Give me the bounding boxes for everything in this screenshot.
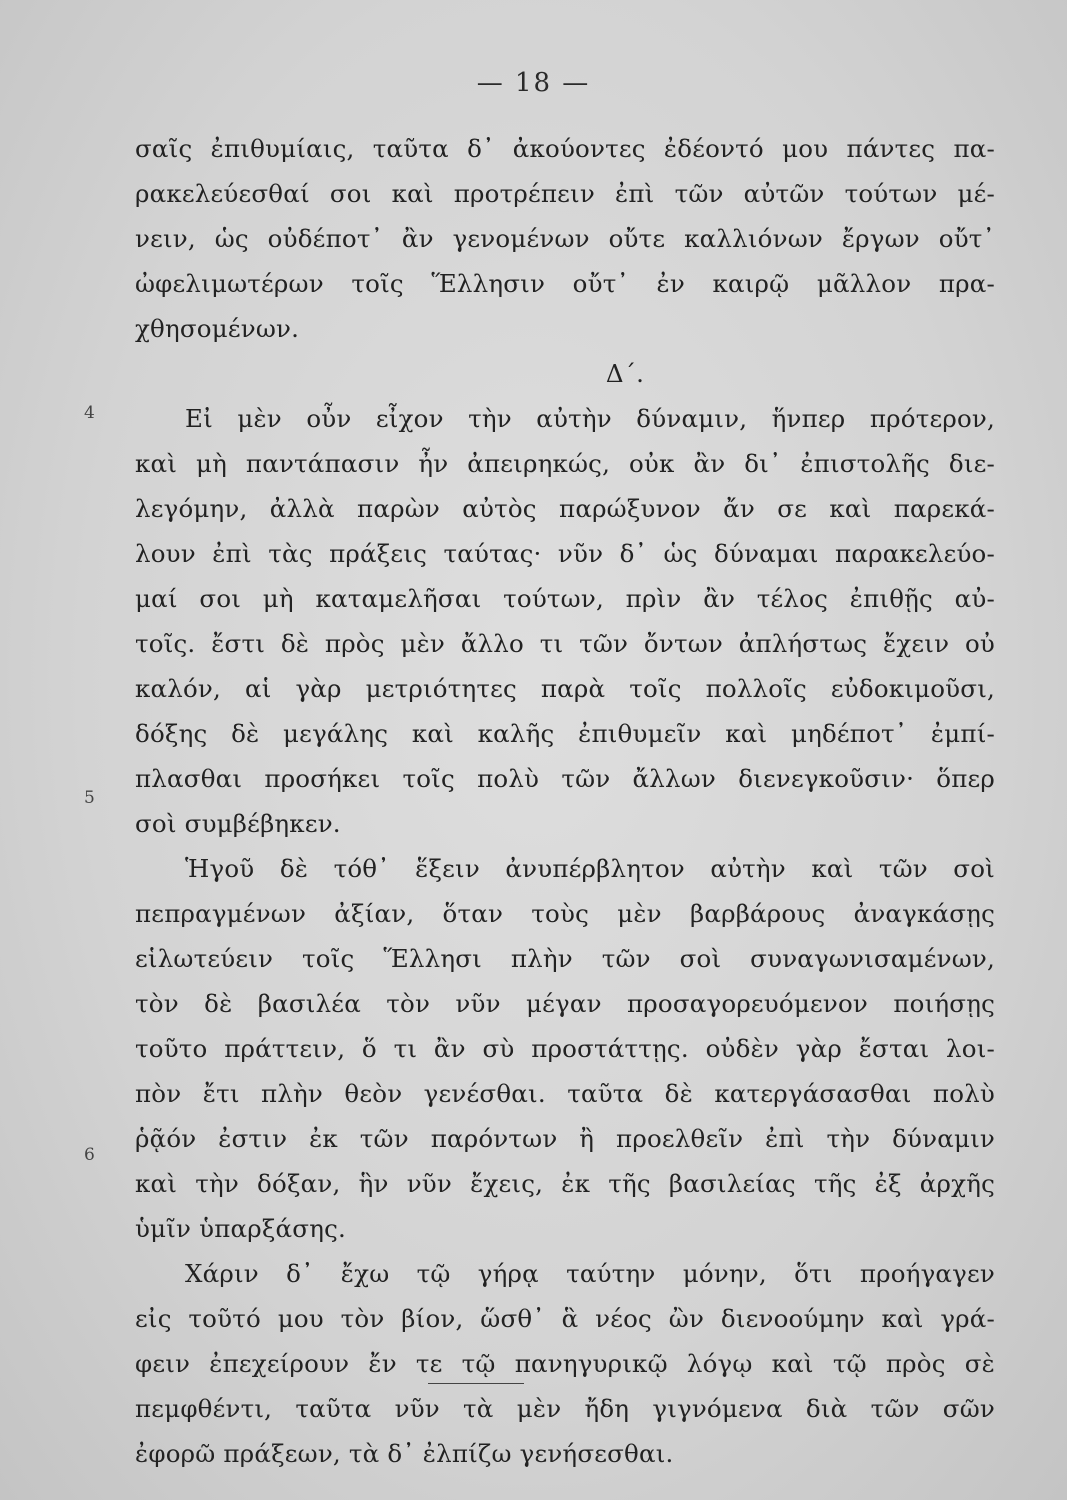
text-line: μαί σοι μὴ καταμελῆσαι τούτων, πρὶν ἂν τέλος ἐπιθῇς αὐ- bbox=[135, 584, 995, 613]
text-line: Εἰ μὲν οὖν εἶχον τὴν αὐτὴν δύναμιν, ἥνπερ πρότερον, bbox=[185, 404, 995, 433]
text-line: Χάριν δ᾽ ἔχω τῷ γήρᾳ ταύτην μόνην, ὅτι προήγαγεν bbox=[185, 1259, 995, 1288]
text-line: λεγόμην, ἀλλὰ παρὼν αὐτὸς παρώξυνον ἄν σε καὶ παρεκά- bbox=[135, 494, 995, 523]
section-heading: Δ΄. bbox=[605, 359, 645, 388]
text-line: ὠφελιμωτέρων τοῖς Ἕλλησιν οὔτ᾽ ἐν καιρῷ μᾶλλον πρα- bbox=[135, 269, 995, 298]
text-line: εἰς τοῦτό μου τὸν βίον, ὥσθ᾽ ἃ νέος ὢν διενοούμην καὶ γρά- bbox=[135, 1304, 995, 1333]
text-line: χθησομένων. bbox=[135, 314, 300, 343]
text-line: τὸν δὲ βασιλέα τὸν νῦν μέγαν προσαγορευόμενον ποιήσῃς bbox=[135, 989, 995, 1018]
section-marker-6: 6 bbox=[84, 1145, 95, 1165]
text-line: τοῖς. ἔστι δὲ πρὸς μὲν ἄλλο τι τῶν ὄντων ἀπλήστως ἔχειν οὐ bbox=[135, 629, 995, 658]
text-line: δόξης δὲ μεγάλης καὶ καλῆς ἐπιθυμεῖν καὶ μηδέποτ᾽ ἐμπί- bbox=[135, 719, 995, 748]
body-text bbox=[135, 126, 995, 1476]
text-line: ῥᾷόν ἐστιν ἐκ τῶν παρόντων ἢ προελθεῖν ἐπὶ τὴν δύναμιν bbox=[135, 1124, 995, 1153]
text-line: καὶ τὴν δόξαν, ἣν νῦν ἔχεις, ἐκ τῆς βασιλείας τῆς ἐξ ἀρχῆς bbox=[135, 1169, 995, 1198]
text-line: καλόν, αἱ γὰρ μετριότητες παρὰ τοῖς πολλοῖς εὐδοκιμοῦσι, bbox=[135, 674, 995, 703]
text-line: εἱλωτεύειν τοῖς Ἕλλησι πλὴν τῶν σοὶ συναγωνισαμένων, bbox=[135, 944, 995, 973]
text-line: πεπραγμένων ἀξίαν, ὅταν τοὺς μὲν βαρβάρους ἀναγκάσῃς bbox=[135, 899, 995, 928]
page-number: — 18 — bbox=[476, 68, 591, 98]
text-line: νειν, ὡς οὐδέποτ᾽ ἂν γενομένων οὔτε καλλιόνων ἔργων οὔτ᾽ bbox=[135, 224, 995, 253]
end-rule bbox=[428, 1383, 524, 1384]
section-marker-5: 5 bbox=[84, 788, 95, 808]
text-line: καὶ μὴ παντάπασιν ἦν ἀπειρηκώς, οὐκ ἂν δι᾽ ἐπιστολῆς διε- bbox=[135, 449, 995, 478]
section-marker-4: 4 bbox=[84, 403, 95, 423]
text-line: σαῖς ἐπιθυμίαις, ταῦτα δ᾽ ἀκούοντες ἐδέοντό μου πάντες πα- bbox=[135, 134, 995, 163]
text-line: πεμφθέντι, ταῦτα νῦν τὰ μὲν ἤδη γιγνόμενα διὰ τῶν σῶν bbox=[135, 1394, 995, 1423]
text-line: πὸν ἔτι πλὴν θεὸν γενέσθαι. ταῦτα δὲ κατεργάσασθαι πολὺ bbox=[135, 1079, 995, 1108]
text-line: ρακελεύεσθαί σοι καὶ προτρέπειν ἐπὶ τῶν αὐτῶν τούτων μέ- bbox=[135, 179, 995, 208]
text-line: σοὶ συμβέβηκεν. bbox=[135, 809, 341, 838]
text-line: πλασθαι προσήκει τοῖς πολὺ τῶν ἄλλων διενεγκοῦσιν· ὅπερ bbox=[135, 764, 995, 793]
text-line: λουν ἐπὶ τὰς πράξεις ταύτας· νῦν δ᾽ ὡς δύναμαι παρακελεύο- bbox=[135, 539, 995, 568]
text-line: ἐφορῶ πράξεων, τὰ δ᾽ ἐλπίζω γενήσεσθαι. bbox=[135, 1439, 674, 1468]
text-line: ὑμῖν ὑπαρξάσης. bbox=[135, 1214, 346, 1243]
text-line: Ἡγοῦ δὲ τόθ᾽ ἕξειν ἀνυπέρβλητον αὐτὴν καὶ τῶν σοὶ bbox=[185, 854, 995, 883]
text-line: τοῦτο πράττειν, ὅ τι ἂν σὺ προστάττῃς. οὐδὲν γὰρ ἔσται λοι- bbox=[135, 1034, 995, 1063]
text-line: φειν ἐπεχείρουν ἔν τε τῷ πανηγυρικῷ λόγῳ καὶ τῷ πρὸς σὲ bbox=[135, 1349, 995, 1378]
